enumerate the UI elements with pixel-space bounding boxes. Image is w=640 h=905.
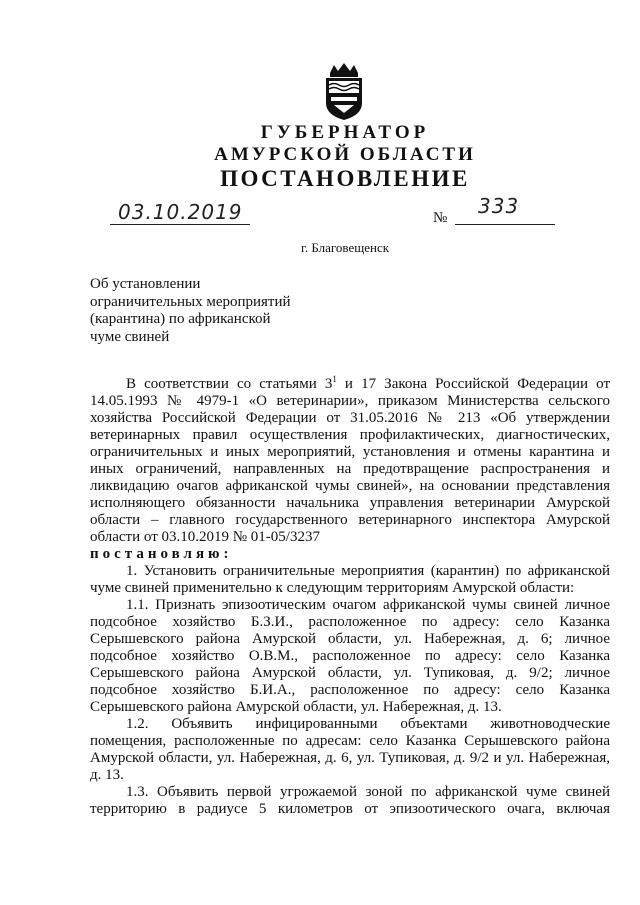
article-superscript: 1: [332, 374, 337, 384]
issue-city: г. Благовещенск: [300, 240, 390, 255]
number-label: №: [433, 210, 448, 226]
item-1: 1. Установить ограничительные мероприятия (карантин) по африканской чуме свиней применительно к следующим территориям Амурской области:: [90, 563, 610, 596]
subject-line: (карантина) по африканской: [90, 311, 271, 327]
decree-date: 03.10.2019: [118, 200, 243, 224]
date-underline: [110, 224, 250, 225]
item-1-2: 1.2. Объявить инфицированными объектами животноводческие помещения, расположенные по адресам: село Казанка Серышевского района Амурской области, ул. Набережная, д. 6, ул. Тупиковая, д. 9/2 и ул. Набережная, д. 13.: [90, 716, 610, 783]
governor-title: ГУБЕРНАТОР: [260, 122, 430, 143]
subject-line: Об установлении: [90, 276, 201, 292]
item-1-3: 1.3. Объявить первой угрожаемой зоной по африканской чуме свиней территорию в радиусе 5 километров от эпизоотического очага, включая: [90, 784, 610, 817]
subject-line: чуме свиней: [90, 328, 170, 345]
preamble-text-b: и 17 Закона Российской Федерации от 14.05.1993 № 4979-1 «О ветеринарии», приказом Министерства сельского хозяйства Российской Федерации от 31.05.2016 № 213 «Об утверждении ветеринарных правил осуществления профилактических, диагностических, ограничительных и иных мероприятий, установления и отмены карантина и иных ограничений, направленных на предотвращение распространения и ликвидацию очагов африканской чумы свиней», на основании представления исполняющего обязанности начальника управления ветеринарии Амурской области – главного государственного ветеринарного инспектора Амурской области от 03.10.2019 № 01-05/3237: [90, 376, 610, 545]
coat-of-arms-icon: [322, 63, 366, 121]
decree-subject: [90, 276, 330, 346]
decree-body: [90, 376, 610, 818]
region-title: АМУРСКОЙ ОБЛАСТИ: [214, 144, 476, 165]
document-type-title: ПОСТАНОВЛЕНИЕ: [220, 166, 470, 191]
item-1-1: 1.1. Признать эпизоотическим очагом африканской чумы свиней личное подсобное хозяйство Б.З.И., расположенное по адресу: село Казанка Серышевского района Амурской области, ул. Набережная, д. 6; личное подсобное хозяйство О.В.М., расположенное по адресу: село Казанка Серышевского района Амурской области, ул. Тупиковая, д. 9/2; личное подсобное хозяйство Б.И.А., расположенное по адресу: село Казанка Серышевского района Амурской области, ул. Набережная, д. 13.: [90, 597, 610, 715]
preamble-paragraph: [90, 376, 610, 546]
decree-number: 333: [478, 194, 520, 218]
preamble-text-a: В соответствии со статьями 3: [126, 376, 333, 392]
resolves-heading: постановляю:: [90, 546, 233, 562]
number-underline: [455, 224, 555, 225]
subject-line: ограничительных мероприятий: [90, 293, 291, 310]
